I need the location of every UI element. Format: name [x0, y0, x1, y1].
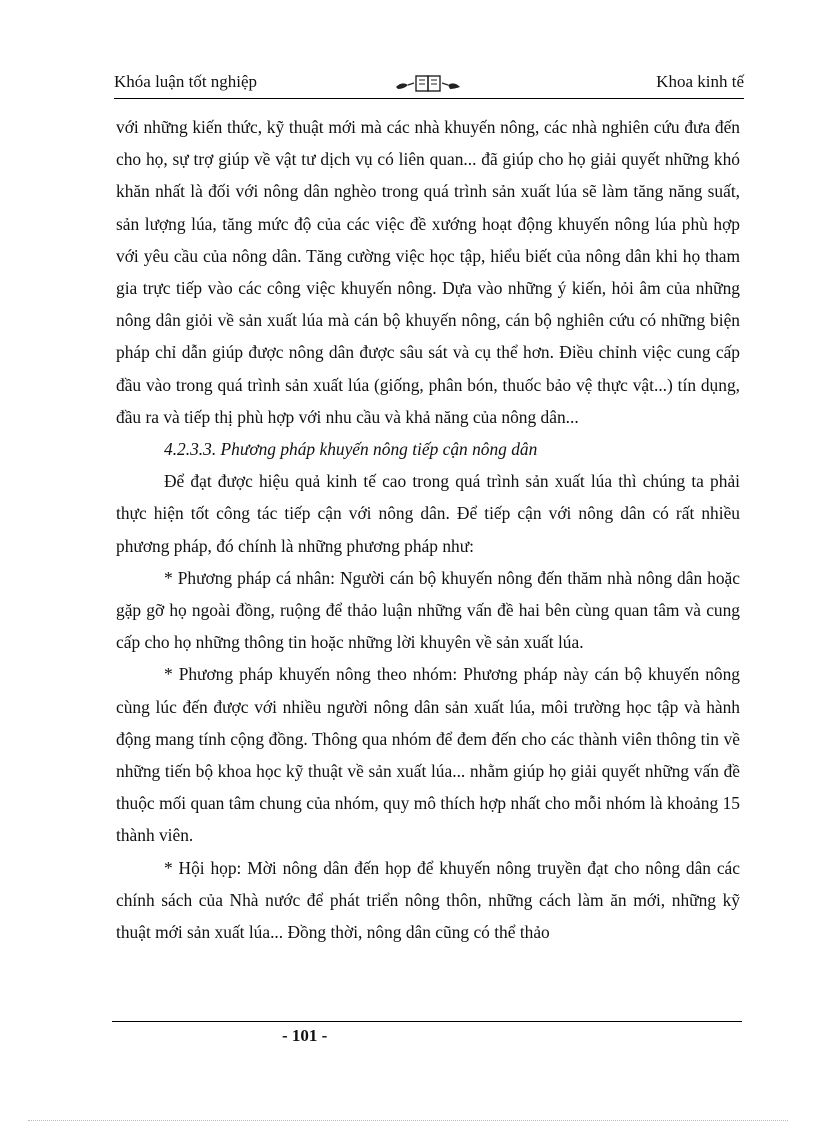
header-right-title: Khoa kinh tế [656, 72, 744, 91]
paragraph: Để đạt được hiệu quả kinh tế cao trong quá trình sản xuất lúa thì chúng ta phải thực hiện tốt công tác tiếp cận với nông dân. Để tiếp cận với nông dân có rất nhiều phương pháp, đó chính là những phương pháp như: [116, 471, 740, 556]
section-heading: 4.2.3.3. Phương pháp khuyến nông tiếp cận nông dân [164, 439, 538, 460]
header-left-title: Khóa luận tốt nghiệp [114, 72, 258, 91]
document-body [116, 111, 740, 948]
page-break-line [28, 1120, 788, 1121]
page-number: - 101 - [282, 1026, 328, 1045]
book-ornament-icon [394, 73, 464, 95]
paragraph: * Phương pháp khuyến nông theo nhóm: Phương pháp này cán bộ khuyến nông cùng lúc đến được với nhiều người nông dân sản xuất lúa, môi trường học tập và hành động mang tính cộng đồng. Thông qua nhóm để đem đến cho các thành viên thông tin về những tiến bộ khoa học kỹ thuật về sản xuất lúa... nhằm giúp họ giải quyết những vấn đề thuộc mối quan tâm chung của nhóm, quy mô thích hợp nhất cho mỗi nhóm là khoảng 15 thành viên. [116, 664, 740, 846]
paragraph: * Hội họp: Mời nông dân đến họp để khuyến nông truyền đạt cho nông dân các chính sách của Nhà nước để phát triển nông thôn, những cách làm ăn mới, những kỹ thuật mới sản xuất lúa... Đồng thời, nông dân cũng có thể thảo [116, 857, 740, 943]
footer-divider [112, 1021, 742, 1022]
page-header [114, 72, 744, 99]
paragraph-continuation: với những kiến thức, kỹ thuật mới mà các nhà khuyến nông, các nhà nghiên cứu đưa đến cho họ, sự trợ giúp về vật tư dịch vụ có liên quan... đã giúp cho họ giải quyết những khó khăn nhất là đối với nông dân nghèo trong quá trình sản xuất lúa sẽ làm tăng năng suất, sản lượng lúa, tăng mức độ của các việc đề xướng hoạt động khuyến nông lúa phù hợp với yêu cầu của nông dân. Tăng cường việc học tập, hiểu biết của nông dân khi họ tham gia trực tiếp vào các công việc khuyến nông. Dựa vào những ý kiến, hỏi âm của những nông dân giỏi về sản xuất lúa mà cán bộ khuyến nông, cán bộ nghiên cứu có những biện pháp chỉ dẫn giúp được nông dân được sâu sát và cụ thể hơn. Điều chỉnh việc cung cấp đầu vào trong quá trình sản xuất lúa (giống, phân bón, thuốc bảo vệ thực vật...) tín dụng, đầu ra và tiếp thị phù hợp với nhu cầu và khả năng của nông dân... [116, 117, 740, 427]
paragraph: * Phương pháp cá nhân: Người cán bộ khuyến nông đến thăm nhà nông dân hoặc gặp gỡ họ ngoài đồng, ruộng để thảo luận những vấn đề hai bên cùng quan tâm và cung cấp cho họ những thông tin hoặc những lời khuyên về sản xuất lúa. [116, 567, 740, 653]
